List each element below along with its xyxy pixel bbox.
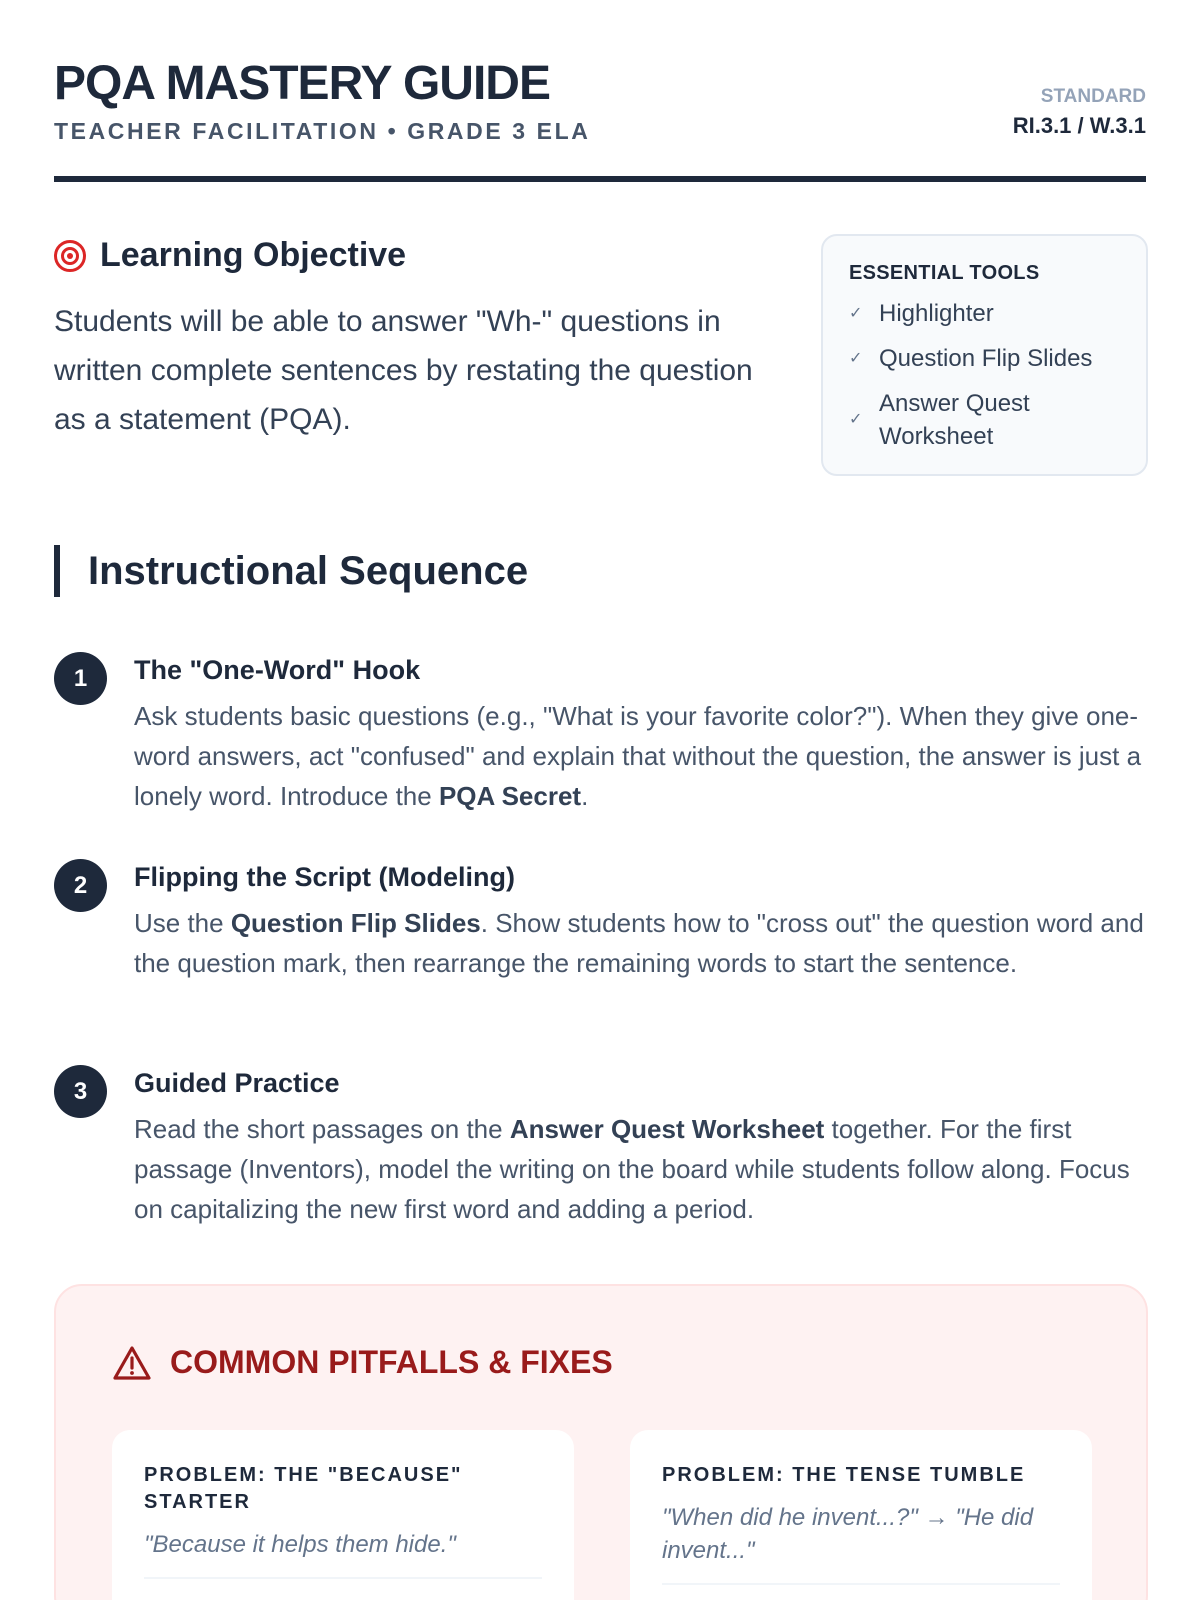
step-title: The "One-Word" Hook xyxy=(134,655,421,685)
step-keyword: Question Flip Slides xyxy=(230,908,481,938)
page-subtitle: TEACHER FACILITATION • GRADE 3 ELA xyxy=(54,118,591,144)
page-title: PQA MASTERY GUIDE xyxy=(54,57,550,110)
check-icon: ✓ xyxy=(849,349,863,367)
step-number-badge: 2 xyxy=(54,859,107,912)
tool-item xyxy=(849,387,1120,453)
sequence-heading xyxy=(54,545,528,597)
tool-label: Answer Quest Worksheet xyxy=(879,390,1030,450)
step-number-badge: 1 xyxy=(54,652,107,705)
step-3 xyxy=(54,1065,1148,1229)
target-icon xyxy=(54,240,86,272)
standard-block xyxy=(1013,86,1146,139)
tool-item xyxy=(849,342,1120,375)
pitfalls-panel xyxy=(54,1284,1148,1600)
step-1 xyxy=(54,652,1148,816)
step-text: Use the Question Flip Slides. Show students how to "cross out" the question word and the question mark, then rearrange the remaining words to start the sentence. xyxy=(134,908,1144,978)
step-title: Flipping the Script (Modeling) xyxy=(134,862,515,892)
objective-heading xyxy=(54,236,774,275)
pitfall-card-quote: "When did he invent...?" → "He did invent..." xyxy=(662,1504,1034,1564)
step-title: Guided Practice xyxy=(134,1068,340,1098)
step-keyword: PQA Secret xyxy=(438,781,582,811)
divider xyxy=(144,1577,542,1579)
pitfall-card-title: PROBLEM: THE "BECAUSE" STARTER xyxy=(144,1464,463,1513)
step-text: Ask students basic questions (e.g., "What is your favorite color?"). When they give one-word answers, act "confused" and explain that without the question, the answer is just a lonely word. Introduce the PQA Secret. xyxy=(134,701,1142,811)
warning-icon xyxy=(112,1345,152,1381)
standard-label: STANDARD xyxy=(1040,86,1146,107)
pitfall-card-quote: "Because it helps them hide." xyxy=(144,1531,456,1558)
tool-item xyxy=(849,297,1120,330)
learning-objective xyxy=(54,236,774,444)
standard-value: RI.3.1 / W.3.1 xyxy=(1012,113,1146,138)
pitfall-card xyxy=(112,1430,574,1600)
pitfalls-title: COMMON PITFALLS & FIXES xyxy=(170,1344,613,1380)
step-keyword: Answer Quest Worksheet xyxy=(509,1114,825,1144)
sequence-title: Instructional Sequence xyxy=(88,548,529,593)
essential-tools-box xyxy=(821,234,1148,476)
pitfalls-heading xyxy=(112,1344,613,1381)
check-icon: ✓ xyxy=(849,304,863,322)
pitfall-card-title: PROBLEM: THE TENSE TUMBLE xyxy=(662,1464,1026,1486)
tool-label: Question Flip Slides xyxy=(879,345,1093,372)
objective-title: Learning Objective xyxy=(100,236,407,274)
step-text: Read the short passages on the Answer Quest Worksheet together. For the first passage (Inventors), model the writing on the board while students follow along. Focus on capitalizing the new first word and adding a period. xyxy=(134,1114,1130,1224)
objective-text: Students will be able to answer "Wh-" questions in written complete sentences by restating the question as a statement (PQA). xyxy=(54,305,753,436)
tools-title: ESSENTIAL TOOLS xyxy=(849,262,1040,284)
divider xyxy=(662,1583,1060,1585)
tool-label: Highlighter xyxy=(879,300,994,327)
step-number-badge: 3 xyxy=(54,1065,107,1118)
check-icon: ✓ xyxy=(849,411,863,428)
header xyxy=(54,58,1146,182)
pitfall-card xyxy=(630,1430,1092,1600)
step-2 xyxy=(54,859,1148,983)
